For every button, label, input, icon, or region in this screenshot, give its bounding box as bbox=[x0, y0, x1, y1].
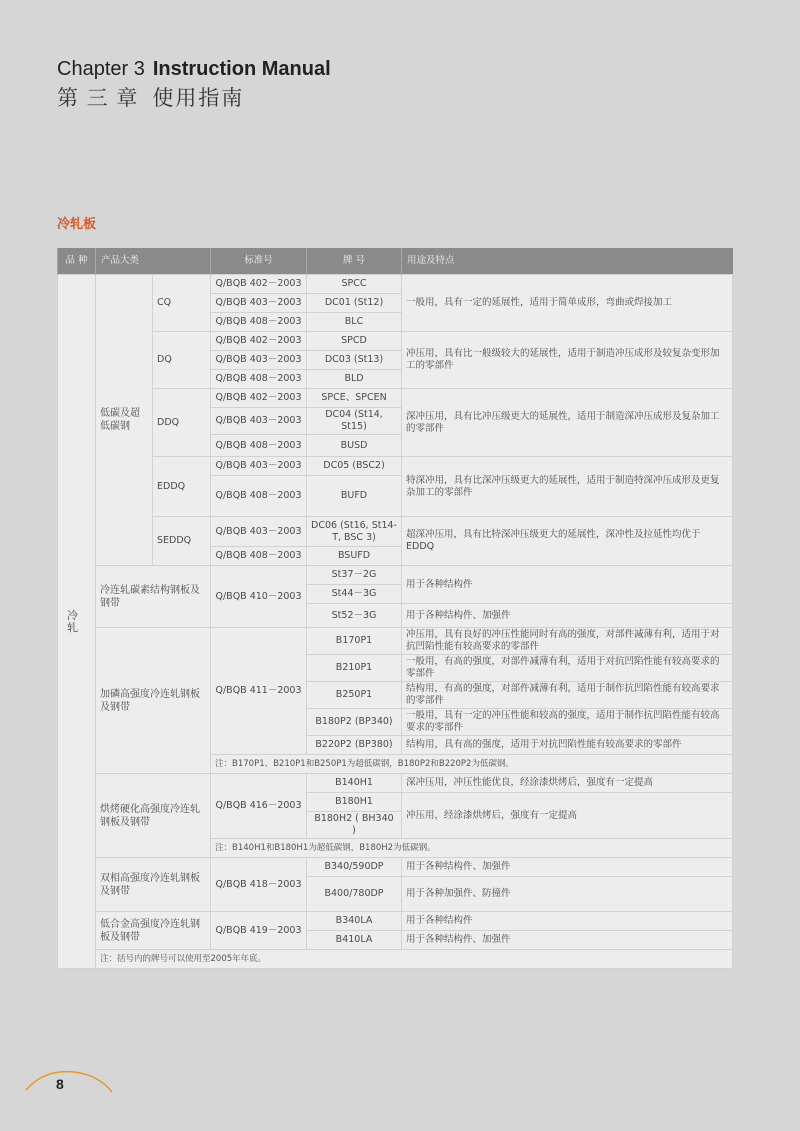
usage-cell: 用于各种结构件、加强件 bbox=[402, 931, 733, 950]
table-row bbox=[58, 457, 733, 476]
standard-cell: Q/BQB 408－2003 bbox=[211, 313, 307, 332]
grade-cell: B140H1 bbox=[307, 774, 402, 793]
usage-cell: 冲压用，经涂漆烘烤后，强度有一定提高 bbox=[402, 793, 733, 839]
category-structural: 冷连轧碳素结构钢板及钢带 bbox=[96, 566, 211, 628]
standard-cell: Q/BQB 408－2003 bbox=[211, 547, 307, 566]
subcategory-cq: CQ bbox=[153, 275, 211, 332]
standard-cell: Q/BQB 419－2003 bbox=[211, 912, 307, 950]
grade-cell: DC04 (St14, St15) bbox=[307, 408, 402, 435]
grade-cell: BSUFD bbox=[307, 547, 402, 566]
table-row bbox=[58, 774, 733, 793]
usage-cell: 超深冲压用，具有比特深冲压级更大的延展性，深冲性及拉延性均优于EDDQ bbox=[402, 517, 733, 566]
grade-cell: SPCC bbox=[307, 275, 402, 294]
usage-cell: 一般用，有高的强度，对部件减薄有利，适用于对抗凹陷性能有较高要求的零部件 bbox=[402, 655, 733, 682]
category-low-carbon: 低碳及超低碳钢 bbox=[96, 275, 153, 566]
usage-cell: 冲压用，具有良好的冲压性能同时有高的强度，对部件减薄有利，适用于对抗凹陷性能有较高要求的零部件 bbox=[402, 628, 733, 655]
usage-cell: 深冲压用，冲压性能优良，经涂漆烘烤后，强度有一定提高 bbox=[402, 774, 733, 793]
col-header-category: 产品大类 bbox=[96, 248, 211, 275]
grade-cell: SPCE、SPCEN bbox=[307, 389, 402, 408]
table-row bbox=[58, 275, 733, 294]
grade-cell: DC01 (St12) bbox=[307, 294, 402, 313]
standard-cell: Q/BQB 410－2003 bbox=[211, 566, 307, 628]
standard-cell: Q/BQB 403－2003 bbox=[211, 517, 307, 547]
subcategory-dq: DQ bbox=[153, 332, 211, 389]
chapter-title-cn bbox=[57, 82, 331, 112]
standard-cell: Q/BQB 416－2003 bbox=[211, 774, 307, 839]
category-rephosphorized: 加磷高强度冷连轧钢板及钢带 bbox=[96, 628, 211, 774]
table-row bbox=[58, 912, 733, 931]
grade-cell: St44－3G bbox=[307, 585, 402, 604]
standard-cell: Q/BQB 403－2003 bbox=[211, 408, 307, 435]
usage-cell: 深冲压用，具有比冲压级更大的延展性，适用于制造深冲压成形及复杂加工的零部件 bbox=[402, 389, 733, 457]
grade-cell: DC05 (BSC2) bbox=[307, 457, 402, 476]
usage-cell: 特深冲用，具有比深冲压级更大的延展性，适用于制造特深冲压成形及更复杂加工的零部件 bbox=[402, 457, 733, 517]
cold-rolled-table bbox=[57, 248, 733, 969]
grade-cell: B410LA bbox=[307, 931, 402, 950]
page-number: 8 bbox=[56, 1076, 64, 1092]
grade-cell: B220P2 (BP380) bbox=[307, 736, 402, 755]
usage-cell: 结构用，具有高的强度，适用于对抗凹陷性能有较高要求的零部件 bbox=[402, 736, 733, 755]
grade-cell: St52－3G bbox=[307, 604, 402, 628]
standard-cell: Q/BQB 408－2003 bbox=[211, 476, 307, 517]
footnote-cell: 注：括号内的牌号可以使用至2005年年底。 bbox=[96, 950, 733, 969]
table-row bbox=[58, 517, 733, 547]
grade-cell: DC03 (St13) bbox=[307, 351, 402, 370]
chapter-label-en: Chapter 3 bbox=[57, 58, 145, 80]
table-row bbox=[58, 858, 733, 877]
grade-cell: B210P1 bbox=[307, 655, 402, 682]
subcategory-ddq: DDQ bbox=[153, 389, 211, 457]
chapter-title-en bbox=[57, 58, 331, 80]
grade-cell: DC06 (St16, St14-T, BSC 3) bbox=[307, 517, 402, 547]
usage-cell: 一般用，具有一定的延展性，适用于简单成形，弯曲或焊接加工 bbox=[402, 275, 733, 332]
standard-cell: Q/BQB 408－2003 bbox=[211, 435, 307, 457]
usage-cell: 用于各种结构件、加强件 bbox=[402, 604, 733, 628]
table-row bbox=[58, 389, 733, 408]
subcategory-eddq: EDDQ bbox=[153, 457, 211, 517]
standard-cell: Q/BQB 402－2003 bbox=[211, 275, 307, 294]
grade-cell: BUFD bbox=[307, 476, 402, 517]
table-row bbox=[58, 566, 733, 585]
table-row bbox=[58, 332, 733, 351]
grade-cell: B180H2 ( BH340 ) bbox=[307, 812, 402, 839]
category-hsla: 低合金高强度冷连轧钢板及钢带 bbox=[96, 912, 211, 950]
table-row bbox=[58, 950, 733, 969]
usage-cell: 用于各种结构件 bbox=[402, 566, 733, 604]
chapter-header bbox=[57, 58, 331, 112]
grade-cell: B400/780DP bbox=[307, 877, 402, 912]
standard-cell: Q/BQB 418－2003 bbox=[211, 858, 307, 912]
col-header-usage: 用途及特点 bbox=[402, 248, 733, 275]
swoosh-decoration-icon bbox=[24, 1062, 124, 1098]
grade-cell: BLC bbox=[307, 313, 402, 332]
note-cell: 注：B140H1和B180H1为超低碳钢，B180H2为低碳钢。 bbox=[211, 839, 733, 858]
usage-cell: 一般用，具有一定的冲压性能和较高的强度，适用于制作抗凹陷性能有较高要求的零部件 bbox=[402, 709, 733, 736]
standard-cell: Q/BQB 402－2003 bbox=[211, 332, 307, 351]
table-row bbox=[58, 628, 733, 655]
category-dual-phase: 双相高强度冷连轧钢板及钢带 bbox=[96, 858, 211, 912]
category-bake-hardening: 烘烤硬化高强度冷连轧钢板及钢带 bbox=[96, 774, 211, 858]
usage-cell: 用于各种结构件、加强件 bbox=[402, 858, 733, 877]
standard-cell: Q/BQB 403－2003 bbox=[211, 294, 307, 313]
usage-cell: 用于各种结构件 bbox=[402, 912, 733, 931]
grade-cell: B170P1 bbox=[307, 628, 402, 655]
manual-title-cn: 使用指南 bbox=[152, 86, 245, 110]
grade-cell: B180P2 (BP340) bbox=[307, 709, 402, 736]
standard-cell: Q/BQB 411－2003 bbox=[211, 628, 307, 755]
grade-cell: BLD bbox=[307, 370, 402, 389]
grade-cell: B340/590DP bbox=[307, 858, 402, 877]
section-title: 冷轧板 bbox=[57, 217, 97, 232]
grade-cell: B250P1 bbox=[307, 682, 402, 709]
standard-cell: Q/BQB 403－2003 bbox=[211, 457, 307, 476]
kind-cell: 冷轧 bbox=[58, 275, 96, 969]
col-header-kind: 品 种 bbox=[58, 248, 96, 275]
grade-cell: SPCD bbox=[307, 332, 402, 351]
grade-cell: St37－2G bbox=[307, 566, 402, 585]
note-cell: 注：B170P1、B210P1和B250P1为超低碳钢，B180P2和B220P2为低碳钢。 bbox=[211, 755, 733, 774]
grade-cell: B180H1 bbox=[307, 793, 402, 812]
standard-cell: Q/BQB 403－2003 bbox=[211, 351, 307, 370]
manual-title-en: Instruction Manual bbox=[152, 58, 331, 80]
col-header-standard: 标准号 bbox=[211, 248, 307, 275]
standard-cell: Q/BQB 402－2003 bbox=[211, 389, 307, 408]
standard-cell: Q/BQB 408－2003 bbox=[211, 370, 307, 389]
col-header-grade: 牌 号 bbox=[307, 248, 402, 275]
chapter-label-cn: 第 三 章 bbox=[57, 86, 139, 110]
usage-cell: 冲压用，具有比一般级较大的延展性，适用于制造冲压成形及较复杂变形加工的零部件 bbox=[402, 332, 733, 389]
grade-cell: B340LA bbox=[307, 912, 402, 931]
grade-cell: BUSD bbox=[307, 435, 402, 457]
usage-cell: 结构用，有高的强度，对部件减薄有利，适用于制作抗凹陷性能有较高要求的零部件 bbox=[402, 682, 733, 709]
subcategory-seddq: SEDDQ bbox=[153, 517, 211, 566]
usage-cell: 用于各种加强件、防撞件 bbox=[402, 877, 733, 912]
table-header-row bbox=[58, 248, 733, 275]
